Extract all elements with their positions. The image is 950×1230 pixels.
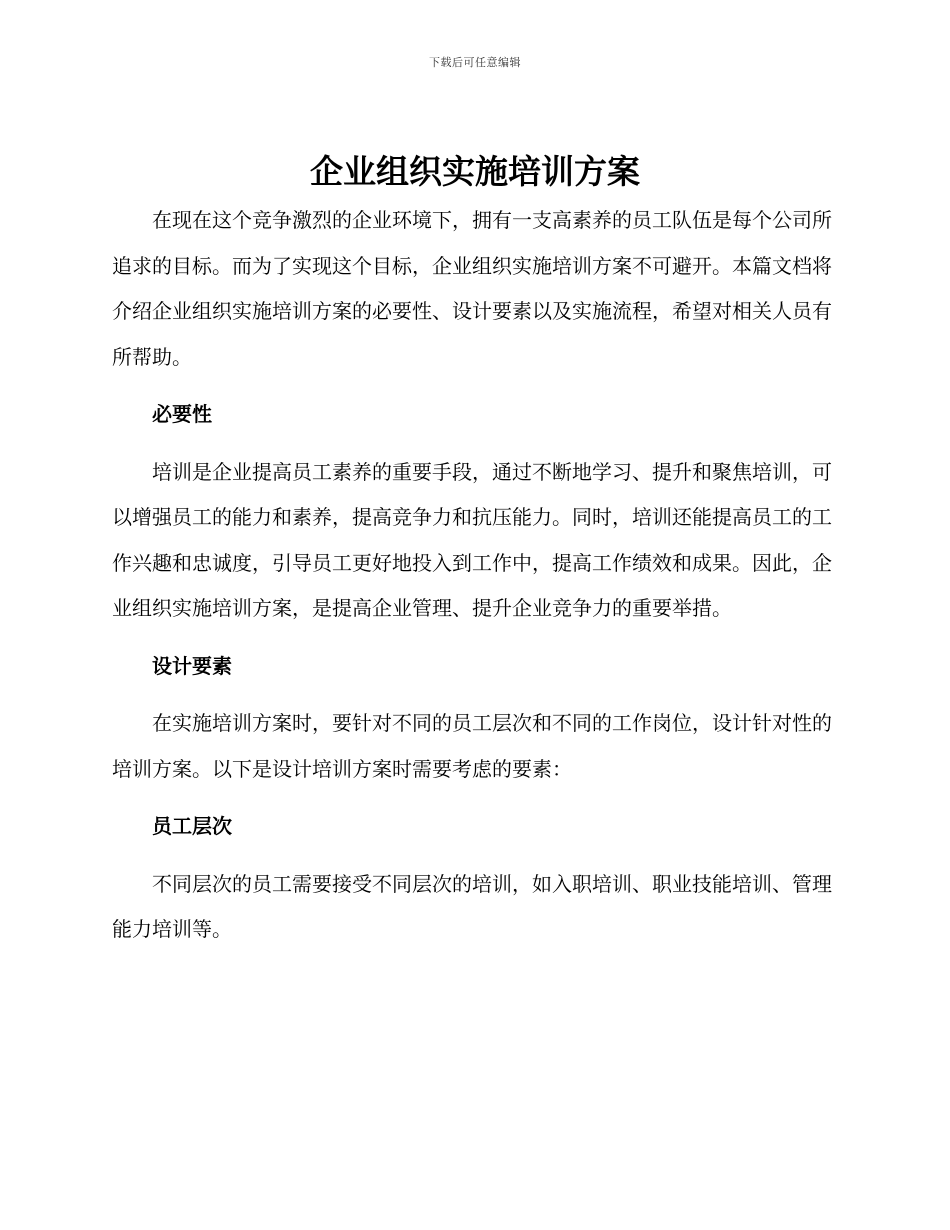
- header-note: 下载后可任意编辑: [429, 56, 521, 69]
- section-heading-employee-levels: 员工层次: [152, 814, 232, 838]
- necessity-paragraph: 培训是企业提高员工素养的重要手段，通过不断地学习、提升和聚焦培训，可以增强员工的能力和素养，提高竞争力和抗压能力。同时，培训还能提高员工的工作兴趣和忠诚度，引导员工更好地投入到工作中，提高工作绩效和成果。因此，企业组织实施培训方案，是提高企业管理、提升企业竞争力的重要举措。: [112, 459, 832, 620]
- intro-paragraph: 在现在这个竞争激烈的企业环境下，拥有一支高素养的员工队伍是每个公司所追求的目标。而为了实现这个目标，企业组织实施培训方案不可避开。本篇文档将介绍企业组织实施培训方案的必要性、设计要素以及实施流程，希望对相关人员有所帮助。: [112, 208, 832, 369]
- section-heading-necessity: 必要性: [152, 402, 212, 426]
- document-title: 企业组织实施培训方案: [310, 152, 640, 191]
- employee-levels-paragraph: 不同层次的员工需要接受不同层次的培训，如入职培训、职业技能培训、管理能力培训等。: [112, 871, 832, 941]
- section-heading-design-elements: 设计要素: [152, 653, 232, 678]
- design-elements-paragraph: 在实施培训方案时，要针对不同的员工层次和不同的工作岗位，设计针对性的培训方案。以下是设计培训方案时需要考虑的要素：: [112, 711, 832, 781]
- document-body: [112, 198, 832, 953]
